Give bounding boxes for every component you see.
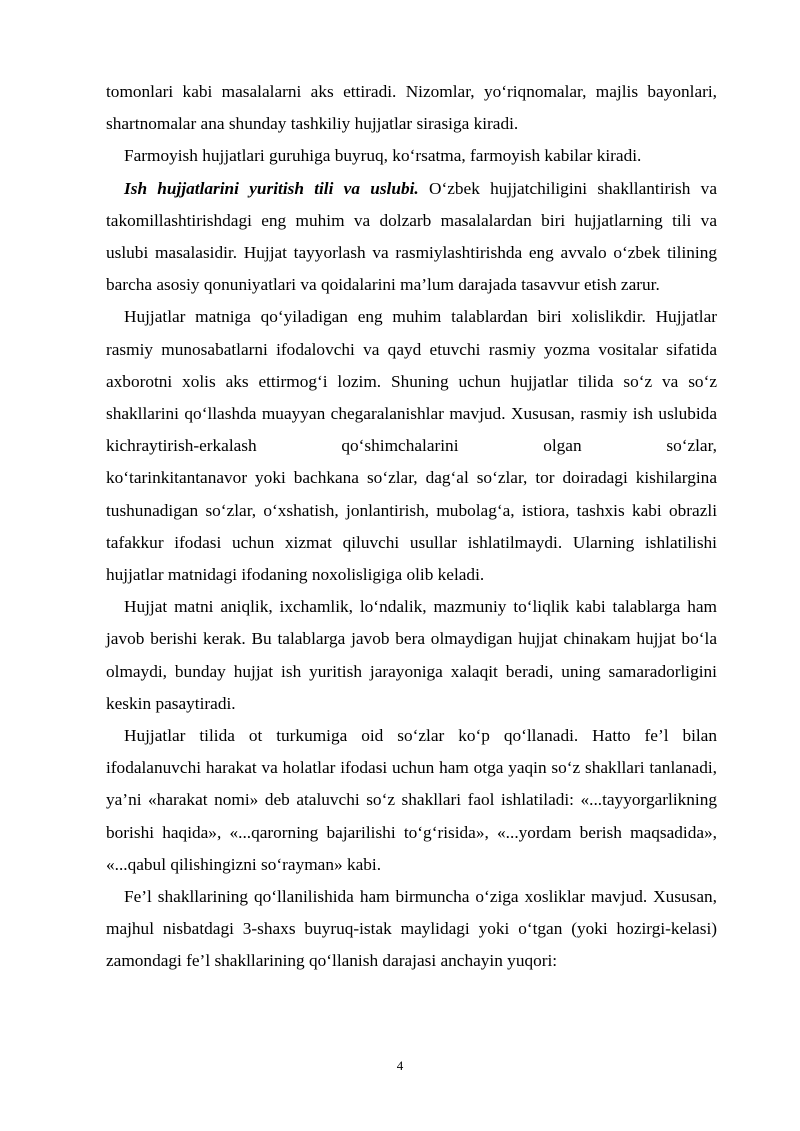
- paragraph-4-part-2: ko‘tarinkitantanavor yoki bachkana so‘zlar, dag‘al so‘zlar, tor doiradagi kishilargina tushunadigan so‘zlar, o‘xshatish, jonlantirish, mubolag‘a, istiora, tashxis kabi obrazli tafakkur ifodasi uchun xizmat qiluvchi usullar ishlatilmaydi. Ularning ishlatilishi hujjatlar matnidagi ifodaning noxolisligiga olib keladi.: [106, 468, 717, 585]
- paragraph-2: Farmoyish hujjatlari guruhiga buyruq, ko‘rsatma, farmoyish kabilar kiradi.: [124, 146, 642, 166]
- paragraph-6: Hujjatlar tilida ot turkumiga oid so‘zlar ko‘p qo‘llanadi. Hatto fe’l bilan ifodalanuvchi harakat va holatlar ifodasi uchun ham otga yaqin so‘z shakllari tanlanadi, ya’ni «harakat nomi» deb ataluvchi so‘z shakllari faol ishlatiladi: «...tayyorgarlikning borishi haqida», «...qarorning bajarilishi to‘g‘risida», «...yordam berish maqsadida», «...qabul qilishingizni so‘rayman» kabi.: [106, 726, 717, 874]
- paragraph-1: tomonlari kabi masalalarni aks ettiradi. Nizomlar, yo‘riqnomalar, majlis bayonlari, shartnomalar ana shunday tashkiliy hujjatlar sirasiga kiradi.: [106, 82, 717, 134]
- paragraph-5: Hujjat matni aniqlik, ixchamlik, lo‘ndalik, mazmuniy to‘liqlik kabi talablarga ham javob berishi kerak. Bu talablarga javob bera olmaydigan hujjat chinakam hujjat bo‘la olmaydi, bunday hujjat ish yuritish jarayoniga xalaqit beradi, uning samaradorligini keskin pasaytiradi.: [106, 597, 717, 713]
- document-body: [106, 76, 717, 978]
- section-heading: Ish hujjatlarini yuritish tili va uslubi.: [124, 178, 419, 198]
- page-number: 4: [396, 1058, 404, 1073]
- paragraph-4-part-1: Hujjatlar matniga qo‘yiladigan eng muhim talablardan biri xolislikdir. Hujjatlar rasmiy munosabatlarni ifodalovchi va qayd etuvchi rasmiy yozma vositalar sifatida axborotni xolis aks ettirmog‘i lozim. Shuning uchun hujjatlar tilida so‘z va so‘z shakllarini qo‘llashda muayyan chegaralanishlar mavjud. Xususan, rasmiy ish uslubida kichraytirish-erkalash qo‘shimchalarini olgan so‘zlar,: [106, 307, 717, 456]
- paragraph-7: Fe’l shakllarining qo‘llanilishida ham birmuncha o‘ziga xosliklar mavjud. Xususan, majhul nisbatdagi 3-shaxs buyruq-istak maylidagi yoki o‘tgan (yoki hozirgi-kelasi) zamondagi fe’l shakllarining qo‘llanish darajasi anchayin yuqori:: [106, 887, 717, 971]
- paragraph-3-text: O‘zbek hujjatchiligini shakllantirish va takomillashtirishdagi eng muhim va dolzarb masalalardan biri hujjatlarning tili va uslubi masalasidir. Hujjat tayyorlash va rasmiylashtirishda eng avvalo o‘zbek tilining barcha asosiy qonuniyatlari va qoidalarini ma’lum darajada tasavvur etish zarur.: [106, 178, 717, 295]
- paragraph-3: [106, 173, 717, 302]
